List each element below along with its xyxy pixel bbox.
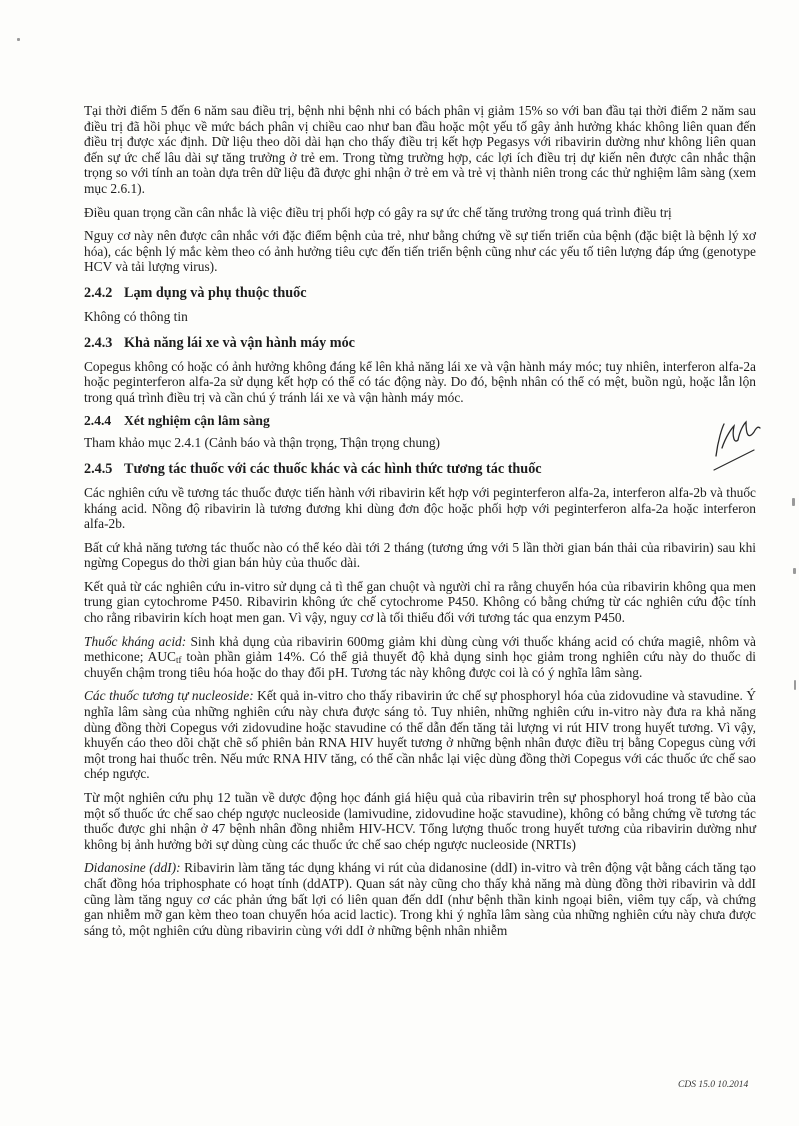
paragraph-nucleoside-analogues: Các thuốc tương tự nucleoside: Kết quả in-vitro cho thấy ribavirin ức chế sự phosphoryl hóa của zidovudine và stavudine. Ý nghĩa lâm sàng của những nghiên cứu này chưa được sáng tỏ. Tuy nhiên, những nghiên cứu in-vitro này đưa ra khả năng dùng đồng thời Copegus với zidovudine hoặc stavudine có thể dẫn đến tăng tải lượng vi rút HIV trong huyết tương. Vì vậy, khuyến cáo theo dõi chặt chẽ số phiên bản RNA HIV huyết tương ở những bệnh nhân được điều trị bằng Copegus cùng với một trong hai thuốc trên. Nếu mức RNA HIV tăng, có thể cần nhắc lại việc dùng đồng thời Copegus với các thuốc ức chế sao chép ngược. xyxy=(84,688,756,782)
paragraph-interaction-duration: Bất cứ khả năng tương tác thuốc nào có thể kéo dài tới 2 tháng (tương ứng với 5 lần thời gian bán thải của ribavirin) sau khi ngừng Copegus do thời gian bán hủy của thuốc dài. xyxy=(84,539,756,571)
section-heading-2-4-3: 2.4.3 Khả năng lái xe và vận hành máy móc xyxy=(84,334,355,351)
paragraph-no-information: Không có thông tin xyxy=(84,308,188,324)
scan-speck xyxy=(17,38,20,41)
paragraph-in-vitro: Kết quả từ các nghiên cứu in-vitro sử dụng cả tì thể gan chuột và người chỉ ra rằng chuyển hóa của ribavirin không qua men trung gian cytochrome P450. Ribavirin không ức chế cytochrome P450. Không có bằng chứng từ các nghiên cứu độc tính cho rằng ribavirin kích hoạt men gan. Vì vậy, nguy cơ là tối thiểu đối với tương tác qua enzym P450. xyxy=(84,578,756,626)
paragraph-didanosine: Didanosine (ddI): Ribavirin làm tăng tác dụng kháng vi rút của didanosine (ddI) in-vitro và trên động vật bằng cách tăng tạo chất đồng hóa triphosphate có hoạt tính (ddATP). Quan sát này cũng cho thấy khả năng mà dùng đồng thời ribavirin và ddI cũng làm tăng nguy cơ các phản ứng bất lợi có liên quan đến ddI (như bệnh thần kinh ngoại biên, viêm tụy cấp, và chứng gan nhiễm mỡ gan kèm theo toan chuyển hóa acid lactic). Trong khi ý nghĩa lâm sàng của những nghiên cứu này chưa được sáng tỏ, một nghiên cứu dùng ribavirin cùng với ddI ở những bệnh nhân nhiễm xyxy=(84,860,757,938)
handwritten-signature xyxy=(706,418,766,476)
paragraph-growth-recovery: Tại thời điểm 5 đến 6 năm sau điều trị, bệnh nhi bệnh nhi có bách phân vị giảm 15% so với ban đầu tại thời điểm 2 năm sau điều trị đã hồi phục về mức bách phân vị chiều cao như ban đầu hoặc một yếu tố gây ảnh hưởng khác không liên quan đến điều trị được xác định. Dữ liệu theo dõi dài hạn cho thấy điều trị kết hợp Pegasys với ribavirin dường như không liên quan đến sự ức chế lâu dài sự tăng trưởng ở trẻ em. Trong từng trường hợp, các lợi ích điều trị dự kiến nên được cân nhắc thận trọng so với tính an toàn dựa trên dữ liệu đã được ghi nhận ở trẻ em và trẻ vị thành niên trong các thử nghiệm lâm sàng (xem mục 2.6.1). xyxy=(84,103,756,196)
paragraph-driving: Copegus không có hoặc có ảnh hưởng không đáng kể lên khả năng lái xe và vận hành máy móc; tuy nhiên, interferon alfa-2a hoặc peginterferon alfa-2a sử dụng kết hợp có thể có tác động này. Do đó, bệnh nhân có thể có mệt, buồn ngủ, hoặc lẫn lộn trong quá trình điều trị và cần chú ý tránh lái xe và vận hành máy móc. xyxy=(84,358,756,405)
scan-speck xyxy=(793,568,796,574)
paragraph-risk-consideration: Nguy cơ này nên được cân nhắc với đặc điểm bệnh của trẻ, như bằng chứng về sự tiến triển của bệnh (đặc biệt là bệnh lý xơ hóa), các bệnh lý mắc kèm theo có ảnh hưởng tiêu cực đến tiến triển bệnh cũng như các yếu tố tiên lượng đáp ứng (genotype HCV và tải lượng virus). xyxy=(84,228,756,275)
paragraph-interaction-studies: Các nghiên cứu về tương tác thuốc được tiến hành với ribavirin kết hợp với peginterferon alfa-2a, interferon alfa-2b và thuốc kháng acid. Nồng độ ribavirin là tương đương khi dùng đơn độc hoặc phối hợp với peginterferon alfa-2a hoặc interferon alfa-2b. xyxy=(84,484,756,532)
paragraph-antacid: Thuốc kháng acid: Sinh khả dụng của ribavirin 600mg giảm khi dùng cùng với thuốc kháng acid có chứa magiê, nhôm và methicone; $AUC_{tf}$ toàn phần giảm 14%. Có thể giả thuyết độ khả dụng sinh học giảm trong nghiên cứu này do thuốc di chuyển chậm trong tiêu hóa hoặc do thay đổi pH. Tương tác này không được coi là có ý nghĩa lâm sàng. xyxy=(84,633,756,680)
paragraph-lab-reference: Tham khảo mục 2.4.1 (Cảnh báo và thận trọng, Thận trọng chung) xyxy=(84,435,441,451)
nucleoside-label: Các thuốc tương tự nucleoside: xyxy=(84,688,254,704)
section-heading-2-4-5: 2.4.5 Tương tác thuốc với các thuốc khác và các hình thức tương tác thuốc xyxy=(84,460,542,477)
document-page xyxy=(84,103,756,946)
antacid-label: Thuốc kháng acid: xyxy=(84,633,187,649)
section-heading-2-4-4: 2.4.4 Xét nghiệm cận lâm sàng xyxy=(84,413,270,429)
footer-version: CDS 15.0 10.2014 xyxy=(678,1080,749,1090)
scan-speck xyxy=(794,680,796,690)
paragraph-growth-inhibition: Điều quan trọng cần cân nhắc là việc điều trị phối hợp có gây ra sự ức chế tăng trưởng trong quá trình điều trị xyxy=(84,204,672,220)
scan-speck xyxy=(792,498,795,506)
paragraph-nrti-study: Từ một nghiên cứu phụ 12 tuần về dược động học đánh giá hiệu quả của ribavirin trên sự phosphoryl hoá trong tế bào của một số thuốc ức chế sao chép ngược nucleoside (lamivudine, zidovudine hoặc stavudine), không có bằng chứng về tương tác thuốc được ghi nhận ở 47 bệnh nhân đồng nhiễm HIV-HCV. Tổng lượng thuốc trong huyết tương của ribavirin dường như không bị ảnh hưởng bởi sự dùng cùng các thuốc ức chế sao chép ngược nucleoside (NRTIs) xyxy=(84,790,756,852)
didanosine-label: Didanosine (ddI): xyxy=(84,860,181,876)
section-heading-2-4-2: 2.4.2 Lạm dụng và phụ thuộc thuốc xyxy=(84,284,307,301)
